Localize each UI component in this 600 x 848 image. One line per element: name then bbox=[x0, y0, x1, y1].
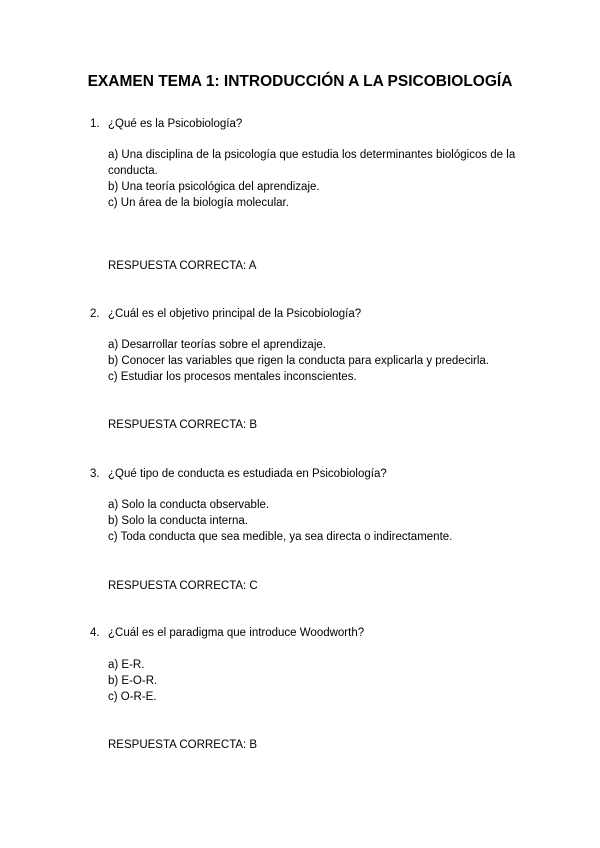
option-a: a) Solo la conducta observable. bbox=[108, 499, 270, 511]
question-heading bbox=[90, 306, 361, 322]
question-heading bbox=[90, 625, 364, 641]
option-a: a) Una disciplina de la psicología que estudia los determinantes biológicos de la conducta. bbox=[108, 149, 516, 177]
options-list bbox=[108, 337, 538, 385]
option-c: c) Toda conducta que sea medible, ya sea directa o indirectamente. bbox=[108, 531, 453, 543]
options-list bbox=[108, 657, 538, 705]
option-b: b) E-O-R. bbox=[108, 675, 158, 687]
option-b: b) Una teoría psicológica del aprendizaje. bbox=[108, 181, 320, 193]
option-c: c) O-R-E. bbox=[108, 691, 157, 703]
question-text: ¿Qué es la Psicobiología? bbox=[108, 118, 243, 130]
option-b: b) Conocer las variables que rigen la conducta para explicarla y predecirla. bbox=[108, 355, 489, 367]
correct-answer: RESPUESTA CORRECTA: B bbox=[108, 419, 258, 431]
correct-answer: RESPUESTA CORRECTA: C bbox=[108, 580, 258, 592]
question-text: ¿Cuál es el paradigma que introduce Woodworth? bbox=[108, 627, 365, 639]
question-1 bbox=[0, 116, 600, 276]
option-c: c) Un área de la biología molecular. bbox=[108, 197, 289, 209]
question-text: ¿Cuál es el objetivo principal de la Psicobiología? bbox=[108, 308, 362, 320]
question-2 bbox=[0, 306, 600, 436]
options-list bbox=[108, 147, 538, 211]
question-text: ¿Qué tipo de conducta es estudiada en Psicobiología? bbox=[108, 468, 387, 480]
correct-answer: RESPUESTA CORRECTA: B bbox=[108, 739, 258, 751]
question-3 bbox=[0, 466, 600, 596]
option-b: b) Solo la conducta interna. bbox=[108, 515, 249, 527]
question-heading bbox=[90, 466, 387, 482]
page-title: EXAMEN TEMA 1: INTRODUCCIÓN A LA PSICOBIOLOGÍA bbox=[87, 73, 513, 90]
option-c: c) Estudiar los procesos mentales inconscientes. bbox=[108, 371, 357, 383]
option-a: a) Desarrollar teorías sobre el aprendizaje. bbox=[108, 339, 326, 351]
correct-answer: RESPUESTA CORRECTA: A bbox=[108, 260, 257, 272]
question-number: 4. bbox=[90, 627, 100, 639]
question-4 bbox=[0, 625, 600, 760]
question-number: 3. bbox=[90, 468, 100, 480]
option-a: a) E-R. bbox=[108, 659, 145, 671]
question-number: 2. bbox=[90, 308, 100, 320]
options-list bbox=[108, 497, 538, 545]
question-heading bbox=[90, 116, 242, 132]
question-number: 1. bbox=[90, 118, 100, 130]
